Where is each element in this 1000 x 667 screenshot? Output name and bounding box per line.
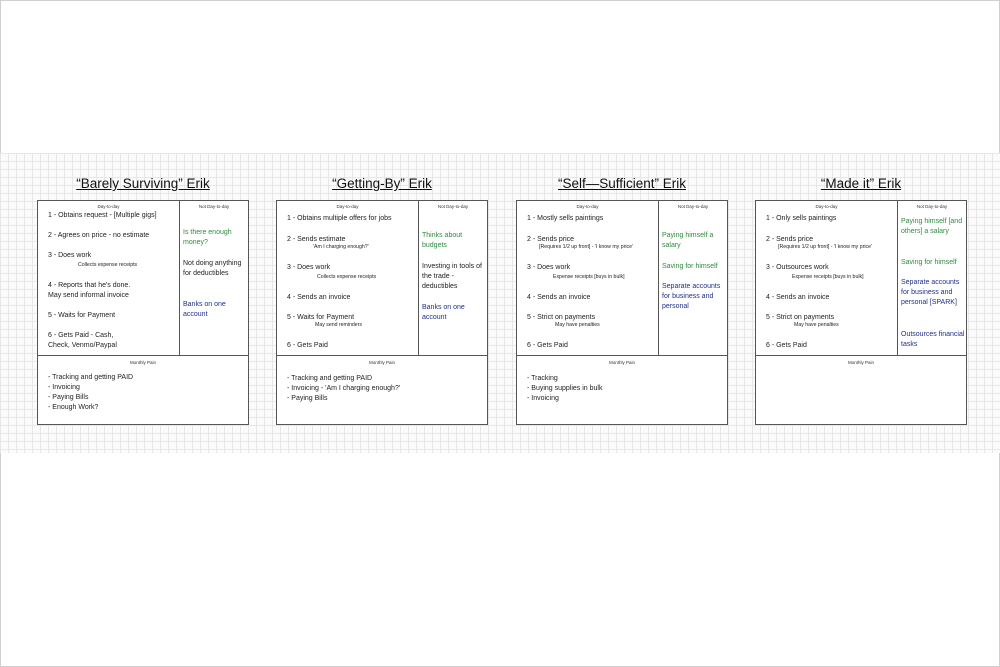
step-3: 3 - Does work <box>287 264 331 271</box>
step-4: 4 - Sends an invoice <box>527 294 591 301</box>
not-day-to-day-header: Not Day-to-day <box>198 204 230 209</box>
note-3: Banks on one account <box>183 301 226 318</box>
monthly-pain-header: Monthly Pain <box>608 360 635 365</box>
not-day-to-day-header: Not Day-to-day <box>437 204 469 209</box>
step-5: 5 - Waits for Payment <box>48 312 116 319</box>
step-5: 5 - Waits for Payment <box>287 314 355 321</box>
step-3: 3 - Does work <box>527 264 571 271</box>
step-4: 4 - Reports that he's done. <box>48 282 131 289</box>
step-5: 5 - Strict on payments <box>766 314 835 321</box>
step-5: 5 - Strict on payments <box>527 314 596 321</box>
persona-card <box>516 200 728 425</box>
step-5-note: May have penalties <box>794 322 839 328</box>
step-6: 6 - Gets Paid - Cash, <box>48 332 114 339</box>
note-2: Not doing anything for deductibles <box>183 260 242 277</box>
note-1: Thinks about budgets <box>422 232 463 249</box>
step-6: 6 - Gets Paid <box>287 342 328 349</box>
pain-3: - Invoicing <box>527 395 559 402</box>
monthly-pain-header: Monthly Pain <box>129 360 156 365</box>
step-2-note: [Requires 1/2 up front] - 'I know my price' <box>539 244 633 250</box>
step-6-continued: Check, Venmo/Paypal <box>48 342 117 349</box>
monthly-pain-header: Monthly Pain <box>368 360 395 365</box>
pain-1: - Tracking <box>527 375 558 382</box>
day-to-day-section <box>277 201 419 356</box>
not-day-to-day-section <box>898 201 966 356</box>
day-to-day-header: Day-to-day <box>336 204 359 209</box>
step-1: 1 - Obtains multiple offers for jobs <box>287 215 392 222</box>
step-4: 4 - Sends an invoice <box>766 294 830 301</box>
note-3: Separate accounts for business and personal [SPARK] <box>901 279 960 306</box>
note-2: Saving for himself <box>901 259 957 266</box>
pain-1: - Tracking and getting PAID <box>287 375 373 382</box>
step-1: 1 - Only sells paintings <box>766 215 837 222</box>
note-1: Paying himself a salary <box>662 232 714 249</box>
step-3-note: Expense receipts [buys in bulk] <box>553 274 625 280</box>
step-2: 2 - Sends price <box>527 236 575 243</box>
note-1: Is there enough money? <box>183 229 232 246</box>
day-to-day-section <box>756 201 898 356</box>
step-6: 6 - Gets Paid <box>527 342 568 349</box>
day-to-day-header: Day-to-day <box>97 204 120 209</box>
persona-card <box>755 200 967 425</box>
persona-title: “Barely Surviving” Erik <box>76 176 210 191</box>
note-4: Outsources financial tasks <box>901 331 965 348</box>
pain-2: - Invoicing - 'Am I charging enough?' <box>287 385 401 392</box>
step-3: 3 - Outsources work <box>766 264 829 271</box>
persona-title: “Made it” Erik <box>820 176 902 191</box>
step-4: 4 - Sends an invoice <box>287 294 351 301</box>
pain-2: - Invoicing <box>48 384 80 391</box>
not-day-to-day-section <box>180 201 248 356</box>
step-3: 3 - Does work <box>48 252 92 259</box>
step-2: 2 - Agrees on price - no estimate <box>48 232 150 239</box>
note-2: Saving for himself <box>662 263 718 270</box>
persona-title: “Self—Sufficient” Erik <box>557 176 687 191</box>
day-to-day-header: Day-to-day <box>576 204 599 209</box>
day-to-day-section <box>38 201 180 356</box>
pain-1: - Tracking and getting PAID <box>48 374 134 381</box>
note-1: Paying himself [and others] a salary <box>901 218 963 235</box>
step-2-note: [Requires 1/2 up front] - 'I know my price' <box>778 244 872 250</box>
day-to-day-section <box>517 201 659 356</box>
pain-3: - Paying Bills <box>287 395 328 402</box>
persona-title: “Getting-By” Erik <box>332 176 432 191</box>
persona-card <box>37 200 249 425</box>
step-3-note: Collects expense receipts <box>78 262 138 268</box>
step-4-continued: May send informal invoice <box>48 292 129 299</box>
pain-3: - Paying Bills <box>48 394 89 401</box>
step-5-note: May send reminders <box>315 322 362 328</box>
note-3: Separate accounts for business and personal <box>662 283 721 310</box>
step-5-note: May have penalties <box>555 322 600 328</box>
step-3-note: Expense receipts [buys in bulk] <box>792 274 864 280</box>
step-6: 6 - Gets Paid <box>766 342 807 349</box>
step-1: 1 - Mostly sells paintings <box>527 215 604 222</box>
step-1: 1 - Obtains request - [Multiple gigs] <box>48 212 157 219</box>
step-2: 2 - Sends estimate <box>287 236 346 243</box>
pain-2: - Buying supplies in bulk <box>527 385 603 392</box>
note-3: Banks on one account <box>422 304 465 321</box>
step-3-note: Collects expense receipts <box>317 274 377 280</box>
not-day-to-day-section <box>419 201 487 356</box>
step-2-note: 'Am I charging enough?' <box>313 244 369 250</box>
not-day-to-day-header: Not Day-to-day <box>916 204 948 209</box>
day-to-day-header: Day-to-day <box>815 204 838 209</box>
persona-card <box>276 200 488 425</box>
step-2: 2 - Sends price <box>766 236 814 243</box>
note-2: Investing in tools of the trade - deductibles <box>422 263 482 290</box>
not-day-to-day-section <box>659 201 727 356</box>
not-day-to-day-header: Not Day-to-day <box>677 204 709 209</box>
pain-4: - Enough Work? <box>48 404 99 411</box>
monthly-pain-header: Monthly Pain <box>847 360 874 365</box>
